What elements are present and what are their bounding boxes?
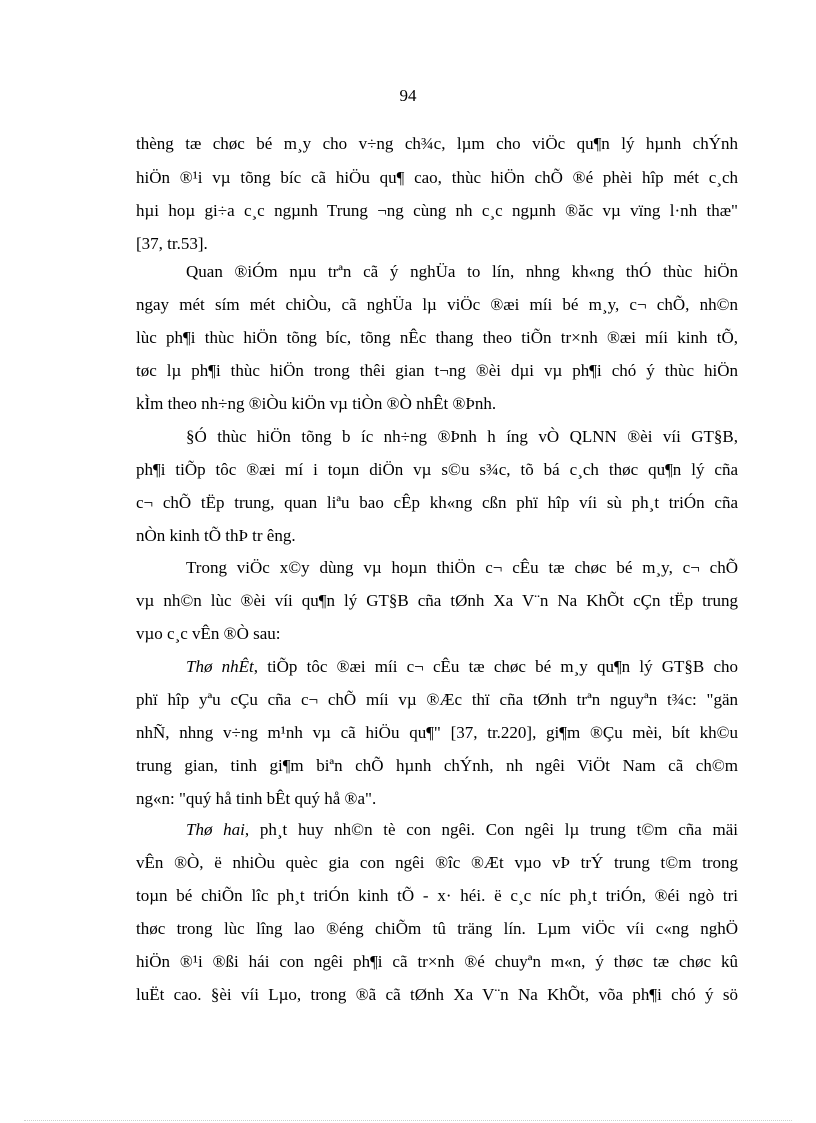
text-line: hiÖn ®¹i vµ tõng bíc cã hiÖu qu¶ cao, thùc hiÖn chÕ ®é phèi hîp mét c¸ch [136,168,738,187]
lead-phrase: Thø nhÊt [186,657,254,676]
text-line [186,657,738,677]
text-line: phï hîp yªu cÇu cña c¬ chÕ míi vµ ®Æc thï cña tØnh trªn nguyªn t¾c: "gän [136,690,738,709]
text-line: thøc trong lùc lîng lao ®éng chiÕm tû träng lín. Lµm viÖc víi c«ng nghÖ [136,919,738,938]
text-line: hµi hoµ gi÷a c¸c ngµnh Trung ¬ng cùng nh c¸c ngµnh ®ăc vµ vïng l·nh thæ" [136,201,738,220]
text-line: ngay mét sím mét chiÒu, cã nghÜa lµ viÖc ®æi míi bé m¸y, c¬ chÕ, nh©n [136,295,738,314]
text-line: tøc lµ ph¶i thùc hiÖn trong thêi gian t¬ng ®èi dµi vµ ph¶i chó ý thùc hiÖn [136,361,738,380]
text-line: nÒn kinh tÕ thÞ tr êng. [136,526,296,545]
text-line: [37, tr.53]. [136,234,208,253]
text-line: vµo c¸c vÊn ®Ò sau: [136,624,281,643]
text-line: kÌm theo nh÷ng ®iÒu kiÖn vµ tiÒn ®Ò nhÊt ®Þnh. [136,394,497,413]
text-line: thèng tæ chøc bé m¸y cho v÷ng ch¾c, lµm cho viÖc qu¶n lý hµnh chÝnh [136,134,738,153]
text-line [186,820,738,840]
text-line: toµn bé chiÕn lîc ph¸t triÓn kinh tÕ - x· héi. ë c¸c níc ph¸t triÓn, ®éi ngò tri [136,886,738,905]
text-line: luËt cao. §èi víi Lµo, trong ®ã cã tØnh Xa V¨n Na KhÕt, võa ph¶i chó ý sö [136,985,738,1004]
text-line: trung gian, tinh gi¶m biªn chÕ hµnh chÝnh, nh ngêi ViÖt Nam cã ch©m [136,756,738,775]
text-line: ph¶i tiÕp tôc ®æi mí i toµn diÖn vµ s©u s¾c, tõ bá c¸ch thøc qu¶n lý cña [136,460,738,479]
text-line: c¬ chÕ tËp trung, quan liªu bao cÊp kh«ng cßn phï hîp víi sù ph¸t triÓn cña [136,493,738,512]
text-line: nhÑ, nhng v÷ng m¹nh vµ cã hiÖu qu¶" [37, tr.220], gi¶m ®Çu mèi, bít kh©u [136,723,738,742]
text-line: ng«n: "quý hå tinh bÊt quý hå ®a". [136,789,377,808]
text-line: lùc ph¶i thùc hiÖn tõng bíc, tõng nÊc thang theo tiÕn tr×nh ®æi míi kinh tÕ, [136,328,738,347]
line-rest: , ph¸t huy nh©n tè con ngêi. Con ngêi lµ trung t©m cña mäi [244,820,738,839]
lead-phrase: Thø hai [186,820,245,839]
text-line: vÊn ®Ò, ë nhiÒu quèc gia con ngêi ®îc ®Æt vµo vÞ trÝ trung t©m trong [136,853,738,872]
page-number: 94 [399,86,417,105]
text-line: hiÖn ®¹i ®ßi hái con ngêi ph¶i cã tr×nh ®é chuyªn m«n, ý thøc tæ chøc kû [136,952,738,971]
text-line: Trong viÖc x©y dùng vµ hoµn thiÖn c¬ cÊu tæ chøc bé m¸y, c¬ chÕ [186,558,738,577]
line-rest: , tiÕp tôc ®æi míi c¬ cÊu tæ chøc bé m¸y qu¶n lý GT§B cho [253,657,738,676]
text-line: vµ nh©n lùc ®èi víi qu¶n lý GT§B cña tØnh Xa V¨n Na KhÕt cÇn tËp trung [136,591,738,610]
text-line: Quan ®iÓm nµu trªn cã ý nghÜa to lín, nhng kh«ng thÓ thùc hiÖn [186,262,738,281]
footer-divider [24,1120,792,1121]
text-line: §Ó thùc hiÖn tõng b íc nh÷ng ®Þnh h íng vÒ QLNN ®èi víi GT§B, [186,427,738,446]
